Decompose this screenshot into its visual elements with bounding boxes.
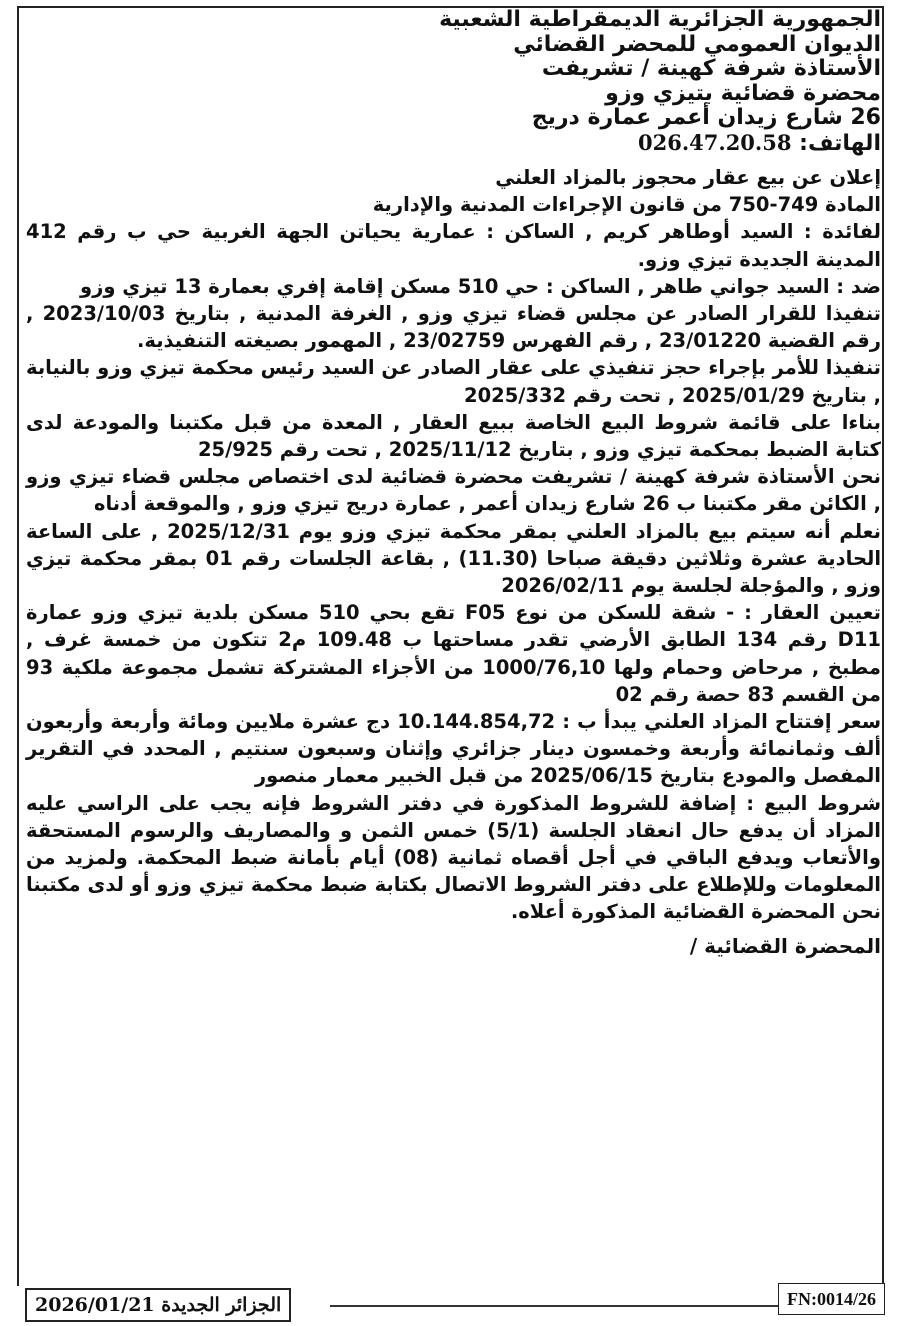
bottom-rule bbox=[330, 1305, 795, 1307]
seizure-order-paragraph: تنفيذا للأمر بإجراء حجز تنفيذي على عقار الصادر عن السيد رئيس محكمة تيزي وزو بالنيابة , بتاريخ 2025/01/29 , تحت رقم 2025/332 bbox=[26, 356, 881, 407]
beneficiary-paragraph: لفائدة : السيد أوطاهر كريم , الساكن : عمارية يحياتن الجهة الغربية حي ب رقم 412 المدينة الجديدة تيزي وزو. bbox=[26, 220, 881, 271]
phone-label: الهاتف: bbox=[799, 130, 881, 156]
against-paragraph: ضد : السيد جواني طاهر , الساكن : حي 510 مسكن إقامة إفري بعمارة 13 تيزي وزو bbox=[79, 274, 881, 298]
header-bailiff-title: محضرة قضائية بتيزي وزو bbox=[605, 80, 881, 106]
conditions-list-paragraph: بناءا على قائمة شروط البيع الخاصة ببيع العقار , المعدة من قبل مكتبنا والمودعة لدى كتابة الضبط بمحكمة تيزي وزو , بتاريخ 2025/11/12 , تحت رقم 25/925 bbox=[26, 410, 881, 462]
reference-stamp: FN:0014/26 bbox=[778, 1283, 885, 1315]
phone-number: 026.47.20.58 bbox=[638, 129, 792, 155]
header-bailiff-name: الأستاذة شرفة كهينة / تشريفت bbox=[541, 56, 881, 81]
header-country: الجمهورية الجزائرية الديمقراطية الشعبية bbox=[439, 7, 881, 32]
header-phone bbox=[26, 131, 881, 157]
execution-decision-paragraph: تنفيذا للقرار الصادر عن مجلس قضاء تيزي وزو , الغرفة المدنية , بتاريخ 2023/10/03 , رقم القضية 23/01220 , رقم الفهرس 23/02759 , المهمور بصيغته التنفيذية. bbox=[26, 302, 881, 353]
issuer-header bbox=[26, 8, 881, 156]
legal-basis: المادة 749-750 من قانون الإجراءات المدنية والإدارية bbox=[372, 193, 881, 217]
opening-price-paragraph: سعر إفتتاح المزاد العلني يبدأ ب : 10.144.854,72 دج عشرة ملايين ومائة وأربعة وأربعون ألف وثمانمائة وأربعة وخمسون دينار جزائري وإثنان وسبعون سنتيم , المحدد في التقرير المفصل والمودع بتاريخ 2025/06/15 من قبل الخبير معمار منصور bbox=[26, 710, 881, 788]
sale-announcement-paragraph: نعلم أنه سيتم بيع بالمزاد العلني بمقر محكمة تيزي وزو يوم 2025/12/31 , على الساعة الحادية عشرة وثلاثين دقيقة صباحا (11.30) , بقاعة الجلسات رقم 01 بمقر محكمة تيزي وزو , والمؤجلة لجلسة يوم 2026/02/11 bbox=[26, 519, 881, 598]
property-description-paragraph: تعيين العقار : - شقة للسكن من نوع F05 تقع بحي 510 مسكن بلدية تيزي وزو عمارة D11 رقم 134 الطابق الأرضي تقدر مساحتها ب 109.48 م2 تتكون من خمسة غرف , مطبخ , مرحاض وحمام ولها 1000/76,10 من الأجزاء المشتركة تشمل مجموعة ملكية 93 من القسم 83 حصة رقم 02 bbox=[26, 601, 881, 706]
bailiff-statement-paragraph: نحن الأستاذة شرفة كهينة / تشريفت محضرة قضائية لدى اختصاص مجلس قضاء تيزي وزو , الكائن مقر مكتبنا ب 26 شارع زيدان أعمر , عمارة دريج تيزي وزو , والموقعة أدناه bbox=[26, 465, 881, 516]
publication-stamp: الجزائر الجديدة 2026/01/21 bbox=[25, 1288, 291, 1322]
header-office: الديوان العمومي للمحضر القضائي bbox=[513, 31, 881, 57]
signature: المحضرة القضائية / bbox=[689, 933, 881, 958]
notice-content bbox=[26, 8, 881, 980]
header-address: 26 شارع زيدان أعمر عمارة دريج bbox=[531, 105, 881, 130]
notice-title: إعلان عن بيع عقار محجوز بالمزاد العلني bbox=[495, 166, 881, 189]
sale-terms-paragraph: شروط البيع : إضافة للشروط المذكورة في دفتر الشروط فإنه يجب على الراسي عليه المزاد أن يدفع حال انعقاد الجلسة (5/1) خمس الثمن و والمصاريف والرسوم المستحقة والأتعاب ويدفع الباقي في أجل أقصاه ثمانية (08) أيام بأمانة ضبط المحكمة. ولمزيد من المعلومات وللإطلاع على دفتر الشروط الاتصال بكتابة ضبط محكمة تيزي وزو أو لدى مكتبنا نحن المحضرة القضائية المذكورة أعلاه. bbox=[26, 791, 881, 924]
